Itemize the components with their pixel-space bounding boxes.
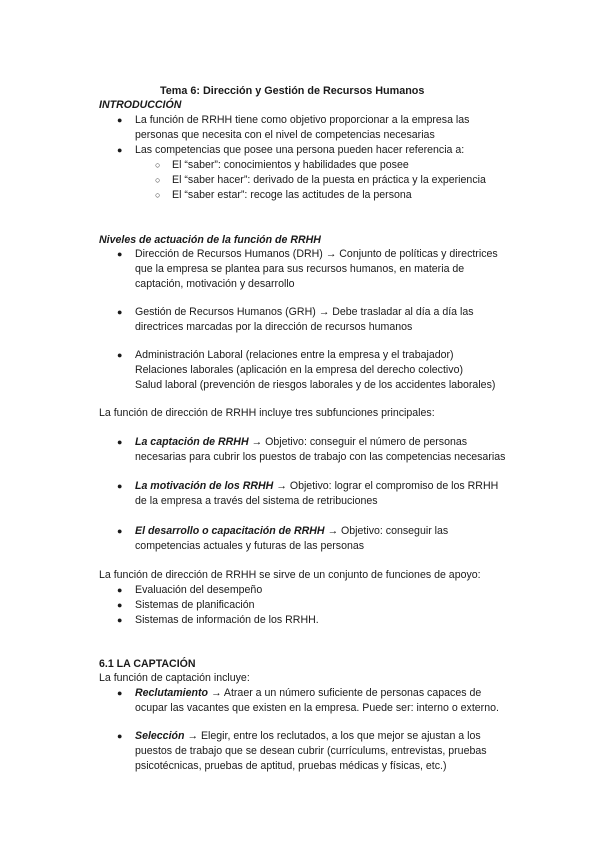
captacion-section-intro: La función de captación incluye:	[99, 672, 250, 684]
bullet-icon: ●	[117, 585, 123, 595]
reclutamiento-line-2: ocupar las vacantes que existen en la empresa. Puede ser: interno o externo.	[135, 702, 499, 714]
seleccion-line-1	[135, 729, 481, 744]
reclutamiento-line-1	[135, 686, 481, 701]
motivacion-text: → Objetivo: lograr el compromiso de los RRHH	[273, 480, 499, 492]
niveles-heading: Niveles de actuación de la función de RRHH	[99, 234, 321, 246]
bullet-icon: ●	[117, 600, 123, 610]
reclutamiento-text: → Atraer a un número suficiente de personas capaces de	[208, 687, 482, 699]
intro-sub-2: El “saber hacer”: derivado de la puesta en práctica y la experiencia	[172, 174, 486, 186]
drh-line-1: Dirección de Recursos Humanos (DRH) → Conjunto de políticas y directrices	[135, 248, 498, 260]
bullet-icon: ●	[117, 688, 123, 698]
intro-bullet-1-line-1: La función de RRHH tiene como objetivo proporcionar a la empresa las	[135, 114, 470, 126]
page-title: Tema 6: Dirección y Gestión de Recursos Humanos	[160, 85, 425, 97]
bullet-icon: ●	[117, 350, 123, 360]
circle-bullet-icon: ○	[155, 175, 161, 185]
apoyo-item-3: Sistemas de información de los RRHH.	[135, 614, 319, 626]
motivacion-line-1	[135, 479, 498, 494]
admin-line-3: Salud laboral (prevención de riesgos laborales y de los accidentes laborales)	[135, 379, 496, 391]
seleccion-line-3: psicotécnicas, pruebas de aptitud, pruebas médicas y físicas, etc.)	[135, 760, 447, 772]
captacion-label: La captación de RRHH	[135, 436, 249, 448]
intro-sub-1: El “saber”: conocimientos y habilidades que posee	[172, 159, 409, 171]
circle-bullet-icon: ○	[155, 160, 161, 170]
captacion-section-heading: 6.1 LA CAPTACIÓN	[99, 658, 196, 670]
seleccion-label: Selección	[135, 730, 185, 742]
intro-sub-3: El “saber estar”: recoge las actitudes de la persona	[172, 189, 412, 201]
admin-line-2: Relaciones laborales (aplicación en la empresa del derecho colectivo)	[135, 364, 463, 376]
bullet-icon: ●	[117, 526, 123, 536]
bullet-icon: ●	[117, 307, 123, 317]
bullet-icon: ●	[117, 115, 123, 125]
motivacion-label: La motivación de los RRHH	[135, 480, 274, 492]
grh-line-2: directrices marcadas por la dirección de recursos humanos	[135, 321, 413, 333]
captacion-text: → Objetivo: conseguir el número de personas	[248, 436, 468, 448]
seleccion-line-2: puestos de trabajo que se desean cubrir (currículums, entrevistas, pruebas	[135, 745, 487, 757]
desarrollo-line-2: competencias actuales y futuras de las personas	[135, 540, 365, 552]
subfunciones-intro: La función de dirección de RRHH incluye tres subfunciones principales:	[99, 407, 435, 419]
desarrollo-line-1	[135, 524, 448, 539]
apoyo-item-2: Sistemas de planificación	[135, 599, 255, 611]
bullet-icon: ●	[117, 615, 123, 625]
bullet-icon: ●	[117, 249, 123, 259]
seleccion-text: → Elegir, entre los reclutados, a los que mejor se ajustan a los	[184, 730, 481, 742]
motivacion-line-2: de la empresa a través del sistema de retribuciones	[135, 495, 378, 507]
admin-line-1: Administración Laboral (relaciones entre la empresa y el trabajador)	[135, 349, 454, 361]
desarrollo-text: → Objetivo: conseguir las	[324, 525, 449, 537]
bullet-icon: ●	[117, 481, 123, 491]
captacion-line-1	[135, 435, 467, 450]
captacion-line-2: necesarias para cubrir los puestos de trabajo con las competencias necesarias	[135, 451, 506, 463]
bullet-icon: ●	[117, 145, 123, 155]
intro-bullet-1-line-2: personas que necesita con el nivel de competencias necesarias	[135, 129, 435, 141]
bullet-icon: ●	[117, 437, 123, 447]
drh-line-2: que la empresa se plantea para sus recursos humanos, en materia de	[135, 263, 465, 275]
circle-bullet-icon: ○	[155, 190, 161, 200]
bullet-icon: ●	[117, 731, 123, 741]
desarrollo-label: El desarrollo o capacitación de RRHH	[135, 525, 325, 537]
intro-bullet-2: Las competencias que posee una persona pueden hacer referencia a:	[135, 144, 465, 156]
apoyo-intro: La función de dirección de RRHH se sirve de un conjunto de funciones de apoyo:	[99, 569, 481, 581]
drh-line-3: captación, motivación y desarrollo	[135, 278, 295, 290]
apoyo-item-1: Evaluación del desempeño	[135, 584, 263, 596]
grh-line-1: Gestión de Recursos Humanos (GRH) → Debe trasladar al día a día las	[135, 306, 474, 318]
reclutamiento-label: Reclutamiento	[135, 687, 208, 699]
intro-heading: INTRODUCCIÓN	[99, 99, 182, 111]
